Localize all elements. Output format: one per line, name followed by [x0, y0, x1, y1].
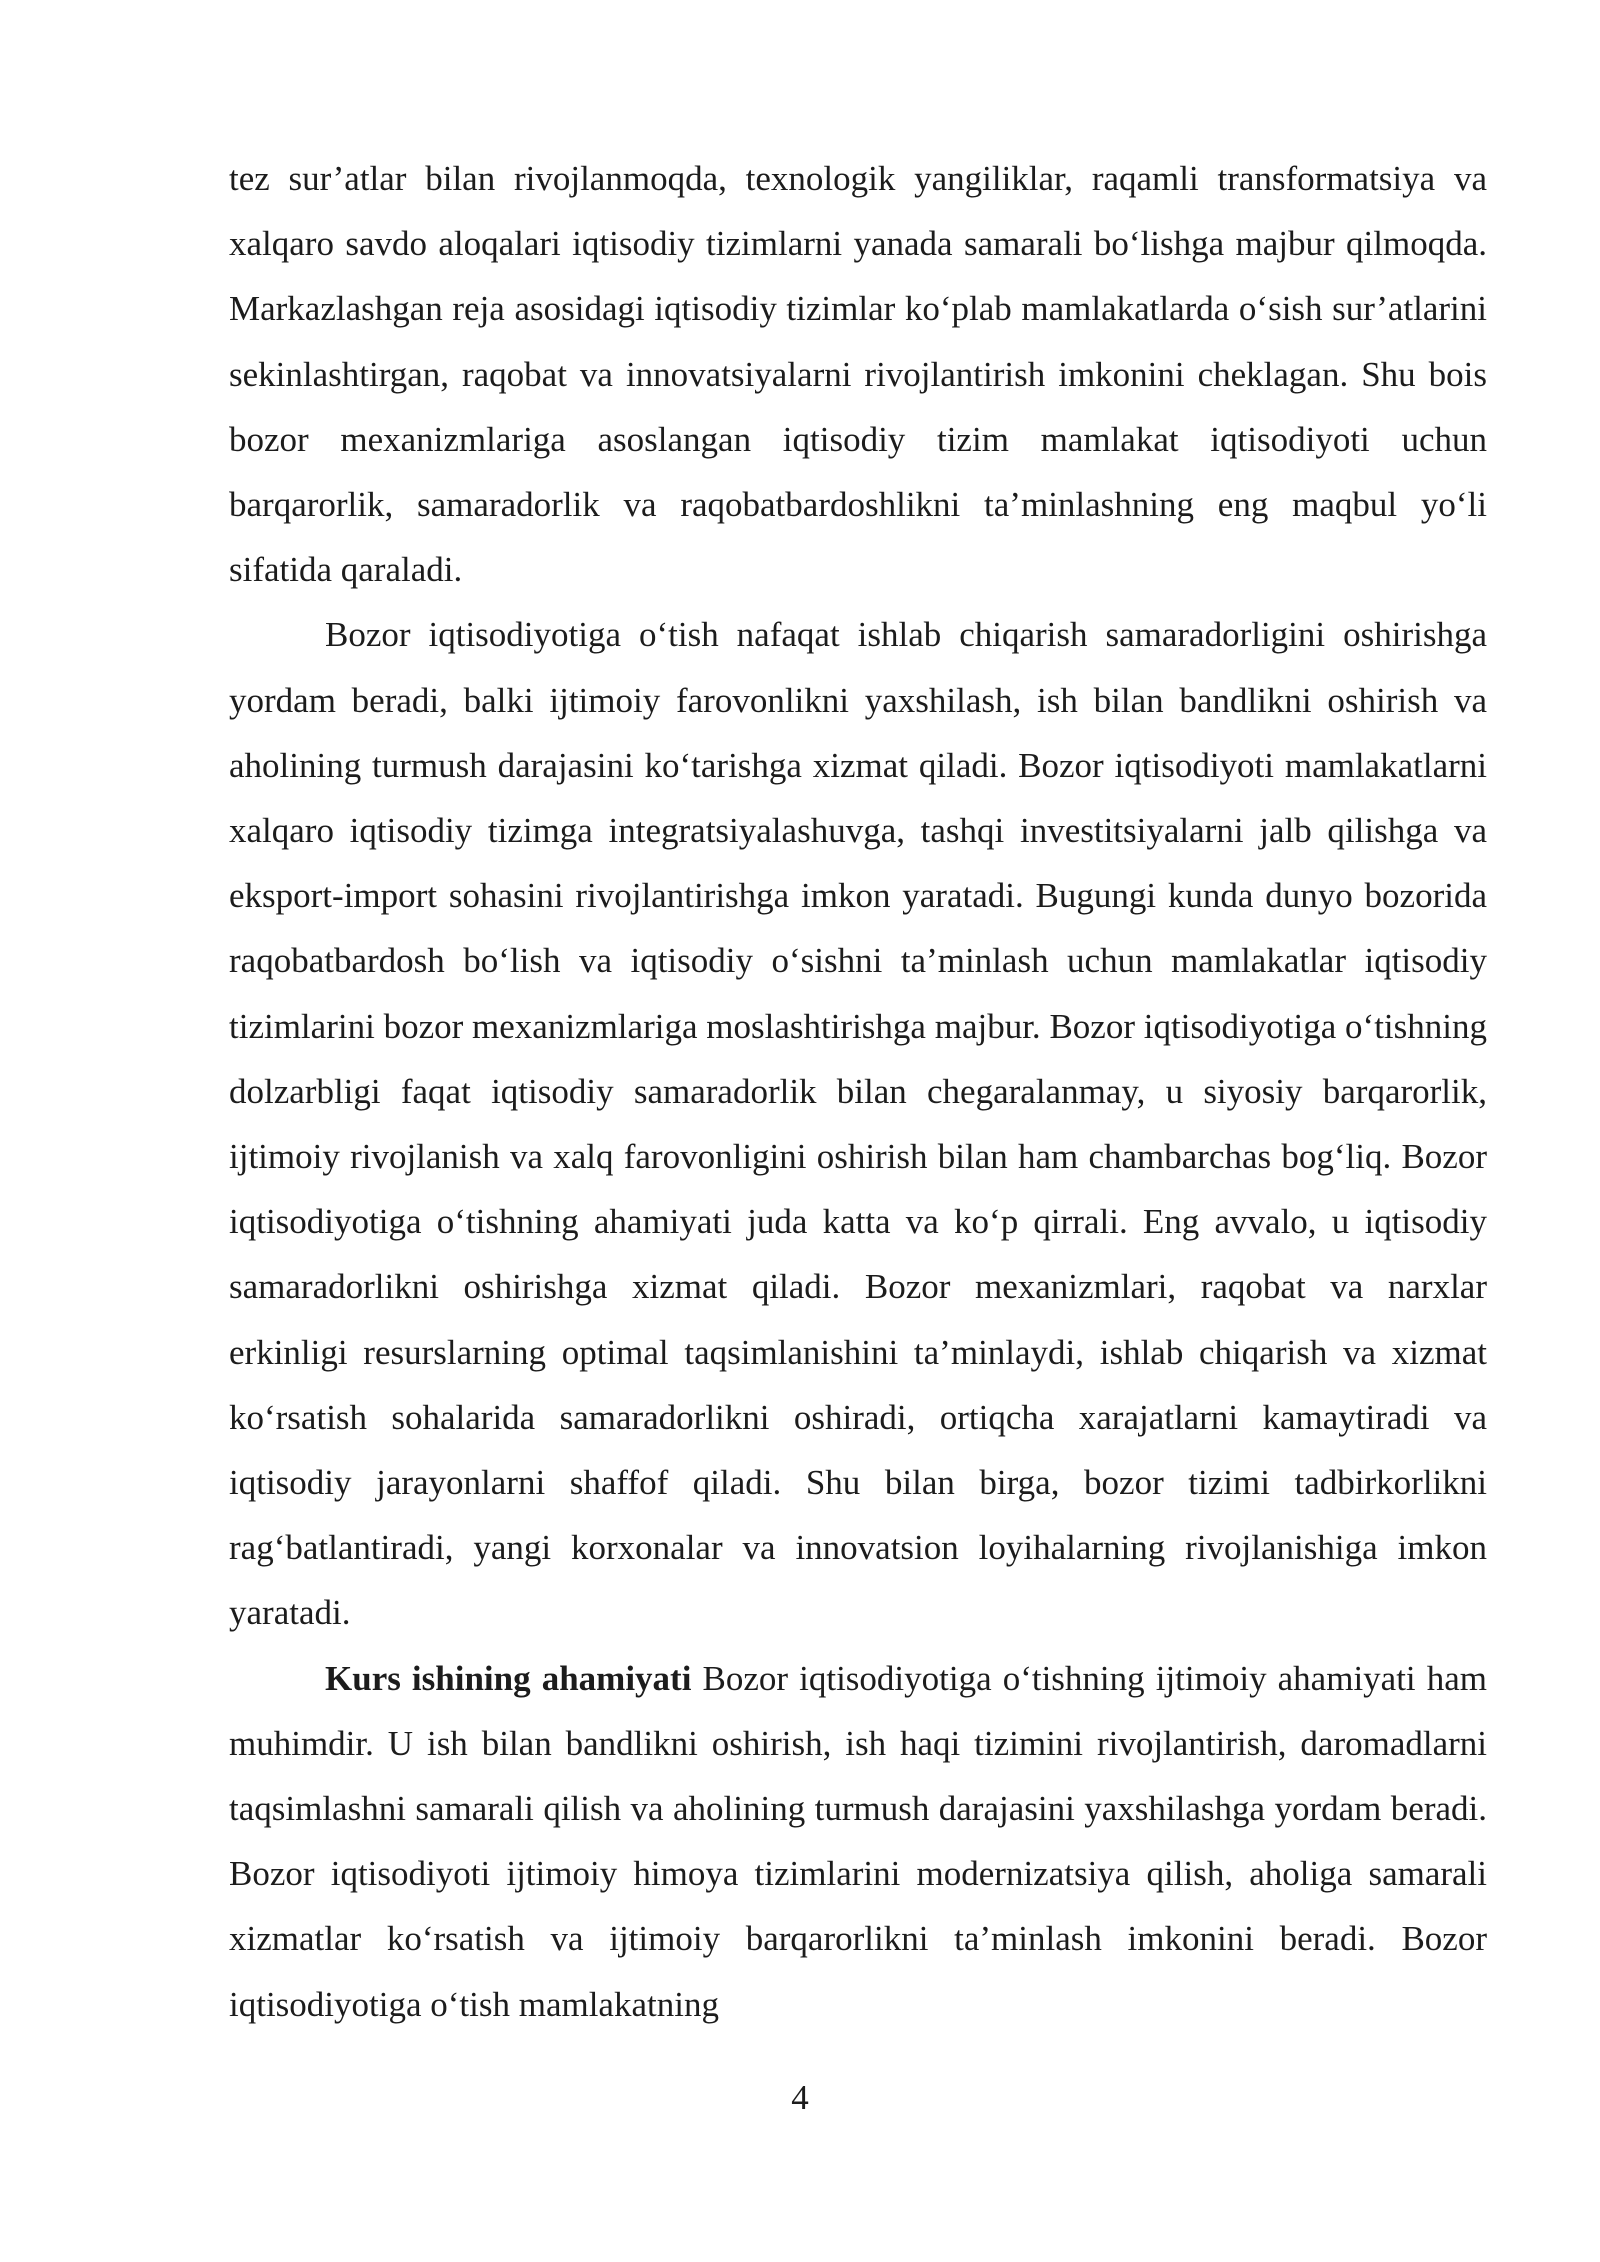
paragraph-3-text: Bozor iqtisodiyotiga o‘tishning ijtimoiy ahamiyati ham muhimdir. U ish bilan bandlikni oshirish, ish haqi tizimini rivojlantirish, daromadlarni taqsimlashni samarali qilish va aholining turmush darajasini yaxshilashga yordam beradi. Bozor iqtisodiyoti ijtimoiy himoya tizimlarini modernizatsiya qilish, aholiga samarali xizmatlar ko‘rsatish va ijtimoiy barqarorlikni ta’minlash imkonini beradi. Bozor iqtisodiyotiga o‘tish mamlakatning — [229, 1658, 1487, 2024]
paragraph-1: tez sur’atlar bilan rivojlanmoqda, texnologik yangiliklar, raqamli transformatsiya va xalqaro savdo aloqalari iqtisodiy tizimlarni yanada samarali bo‘lishga majbur qilmoqda. Markazlashgan reja asosidagi iqtisodiy tizimlar ko‘plab mamlakatlarda o‘sish sur’atlarini sekinlashtirgan, raqobat va innovatsiyalarni rivojlantirish imkonini cheklagan. Shu bois bozor mexanizmlariga asoslangan iqtisodiy tizim mamlakat iqtisodiyoti uchun barqarorlik, samaradorlik va raqobatbardoshlikni ta’minlashning eng maqbul yo‘li sifatida qaraladi. — [229, 159, 1487, 590]
paragraph-3 — [229, 1646, 1487, 2037]
document-body — [229, 146, 1487, 2037]
paragraph-3-bold-lead: Kurs ishining ahamiyati — [325, 1658, 692, 1698]
paragraph-2: Bozor iqtisodiyotiga o‘tish nafaqat ishlab chiqarish samaradorligini oshirishga yordam beradi, balki ijtimoiy farovonlikni yaxshilash, ish bilan bandlikni oshirish va aholining turmush darajasini ko‘tarishga xizmat qiladi. Bozor iqtisodiyoti mamlakatlarni xalqaro iqtisodiy tizimga integratsiyalashuvga, tashqi investitsiyalarni jalb qilishga va eksport-import sohasini rivojlantirishga imkon yaratadi. Bugungi kunda dunyo bozorida raqobatbardosh bo‘lish va iqtisodiy o‘sishni ta’minlash uchun mamlakatlar iqtisodiy tizimlarini bozor mexanizmlariga moslashtirishga majbur. Bozor iqtisodiyotiga o‘tishning dolzarbligi faqat iqtisodiy samaradorlik bilan chegaralanmay, u siyosiy barqarorlik, ijtimoiy rivojlanish va xalq farovonligini oshirish bilan ham chambarchas bog‘liq. Bozor iqtisodiyotiga o‘tishning ahamiyati juda katta va ko‘p qirrali. Eng avvalo, u iqtisodiy samaradorlikni oshirishga xizmat qiladi. Bozor mexanizmlari, raqobat va narxlar erkinligi resurslarning optimal taqsimlanishini ta’minlaydi, ishlab chiqarish va xizmat ko‘rsatish sohalarida samaradorlikni oshiradi, ortiqcha xarajatlarni kamaytiradi va iqtisodiy jarayonlarni shaffof qiladi. Shu bilan birga, bozor tizimi tadbirkorlikni rag‘batlantiradi, yangi korxonalar va innovatsion loyihalarning rivojlanishiga imkon yaratadi. — [229, 615, 1487, 1633]
page-number: 4 — [791, 2078, 809, 2117]
